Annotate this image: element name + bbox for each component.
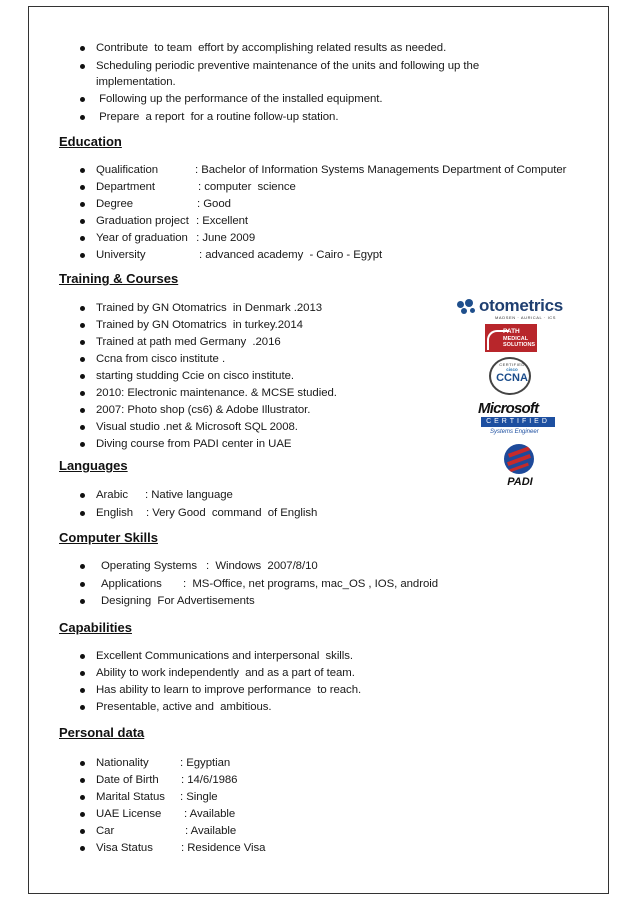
- personal-label: Date of Birth: [96, 774, 159, 786]
- training-item: Ccna from cisco institute .: [96, 353, 226, 365]
- bullet: [80, 64, 85, 69]
- otometrics-mark-icon: [457, 299, 479, 315]
- bullet: [80, 374, 85, 379]
- bullet: [80, 829, 85, 834]
- padi-wordmark: PADI: [507, 476, 533, 488]
- bullet: [80, 671, 85, 676]
- training-item: 2007: Photo shop (cs6) & Adobe Illustrator.: [96, 404, 311, 416]
- personal-data-heading: Personal data: [59, 725, 145, 740]
- education-value: : Good: [197, 198, 231, 210]
- bullet: [80, 761, 85, 766]
- education-label: Graduation project: [96, 215, 189, 227]
- personal-label: Car: [96, 825, 115, 837]
- education-value: : computer science: [198, 181, 296, 193]
- bullet: [80, 812, 85, 817]
- capability-item: Presentable, active and ambitious.: [96, 701, 272, 713]
- microsoft-wordmark: Microsoft: [478, 400, 539, 417]
- bullet: [80, 391, 85, 396]
- ccna-logo: [486, 357, 538, 397]
- bullet: [80, 688, 85, 693]
- bullet: [80, 236, 85, 241]
- skill-value: : Windows 2007/8/10: [206, 560, 318, 572]
- languages-heading: Languages: [59, 458, 128, 473]
- otometrics-logo: [455, 294, 565, 324]
- bullet: [80, 202, 85, 207]
- bullet: [80, 654, 85, 659]
- language-label: English: [96, 507, 134, 519]
- bullet: [80, 795, 85, 800]
- education-label: Qualification: [96, 164, 159, 176]
- duty-item: Following up the performance of the installed equipment.: [96, 93, 383, 105]
- skill-value: : MS-Office, net programs, mac_OS , IOS, android: [183, 578, 438, 590]
- training-item: Trained by GN Otomatrics in turkey.2014: [96, 319, 303, 331]
- bullet: [80, 219, 85, 224]
- personal-value: : 14/6/1986: [181, 774, 238, 786]
- education-value: : advanced academy - Cairo - Egypt: [199, 249, 383, 261]
- otometrics-name: otometrics: [479, 296, 563, 315]
- personal-value: : Egyptian: [180, 757, 231, 769]
- bullet: [80, 115, 85, 120]
- bullet: [80, 511, 85, 516]
- ccna-certified: CERTIFIED: [499, 362, 525, 367]
- path-medical-logo: [485, 324, 537, 352]
- duty-item: Prepare a report for a routine follow-up station.: [96, 111, 339, 123]
- language-value: : Native language: [145, 489, 233, 501]
- duty-item: Contribute to team effort by accomplishing related results as needed.: [96, 42, 447, 54]
- ms-certified-text: CERTIFIED: [486, 418, 550, 425]
- bullet: [80, 168, 85, 173]
- language-value: : Very Good command of English: [146, 507, 318, 519]
- computer-skills-heading: Computer Skills: [59, 530, 158, 545]
- bullet: [80, 323, 85, 328]
- bullet: [80, 564, 85, 569]
- bullet: [80, 846, 85, 851]
- otometrics-sub: MADSEN · AURICAL · ICS: [495, 315, 557, 320]
- duty-item-cont: implementation.: [96, 76, 176, 88]
- training-item: Diving course from PADI center in UAE: [96, 438, 292, 450]
- ccna-cisco: cisco: [506, 367, 518, 372]
- bullet: [80, 357, 85, 362]
- bullet: [80, 582, 85, 587]
- padi-logo: [500, 444, 540, 494]
- ms-engineer-text: Systems Engineer: [490, 429, 539, 435]
- bullet: [80, 185, 85, 190]
- education-heading: Education: [59, 134, 122, 149]
- education-label: Degree: [96, 198, 134, 210]
- bullet: [80, 425, 85, 430]
- training-item: Trained by GN Otomatrics in Denmark .2013: [96, 302, 323, 314]
- ccna-text: CCNA: [496, 372, 528, 384]
- bullet: [80, 599, 85, 604]
- bullet: [80, 493, 85, 498]
- personal-label: Marital Status: [96, 791, 165, 803]
- bullet: [80, 778, 85, 783]
- training-item: Visual studio .net & Microsoft SQL 2008.: [96, 421, 298, 433]
- education-value: : Bachelor of Information Systems Managements Department of Computer: [195, 164, 567, 176]
- language-label: Arabic: [96, 489, 128, 501]
- duty-item: Scheduling periodic preventive maintenance of the units and following up the: [96, 60, 480, 72]
- bullet: [80, 442, 85, 447]
- education-value: : June 2009: [193, 232, 256, 244]
- bullet: [80, 408, 85, 413]
- bullet: [80, 306, 85, 311]
- skill-label: Applications: [101, 578, 162, 590]
- bullet: [80, 46, 85, 51]
- capability-item: Ability to work independently and as a part of team.: [96, 667, 355, 679]
- personal-value: : Available: [185, 825, 237, 837]
- personal-label: Visa Status: [96, 842, 153, 854]
- education-label: Department: [96, 181, 156, 193]
- capabilities-heading: Capabilities: [59, 620, 132, 635]
- path-line1: PATH: [503, 328, 520, 335]
- personal-label: UAE License: [96, 808, 162, 820]
- education-value: : Excellent: [196, 215, 248, 227]
- training-item: 2010: Electronic maintenance. & MCSE studied.: [96, 387, 337, 399]
- training-item: starting studding Ccie on cisco institute.: [96, 370, 294, 382]
- personal-value: : Residence Visa: [181, 842, 266, 854]
- bullet: [80, 705, 85, 710]
- personal-value: : Available: [184, 808, 236, 820]
- personal-label: Nationality: [96, 757, 149, 769]
- path-line2: MEDICAL: [503, 336, 529, 342]
- personal-value: : Single: [180, 791, 218, 803]
- training-heading: Training & Courses: [59, 271, 179, 286]
- skill-label: Operating Systems: [101, 560, 198, 572]
- capability-item: Has ability to learn to improve performance to reach.: [96, 684, 362, 696]
- capability-item: Excellent Communications and interpersonal skills.: [96, 650, 354, 662]
- microsoft-certified-logo: [478, 400, 558, 442]
- education-label: Year of graduation: [96, 232, 188, 244]
- skill-label: Designing For Advertisements: [101, 595, 255, 607]
- bullet: [80, 253, 85, 258]
- padi-globe-icon: [504, 444, 534, 474]
- bullet: [80, 97, 85, 102]
- path-line3: SOLUTIONS: [503, 342, 536, 348]
- training-item: Trained at path med Germany .2016: [96, 336, 281, 348]
- bullet: [80, 340, 85, 345]
- education-label: University: [96, 249, 146, 261]
